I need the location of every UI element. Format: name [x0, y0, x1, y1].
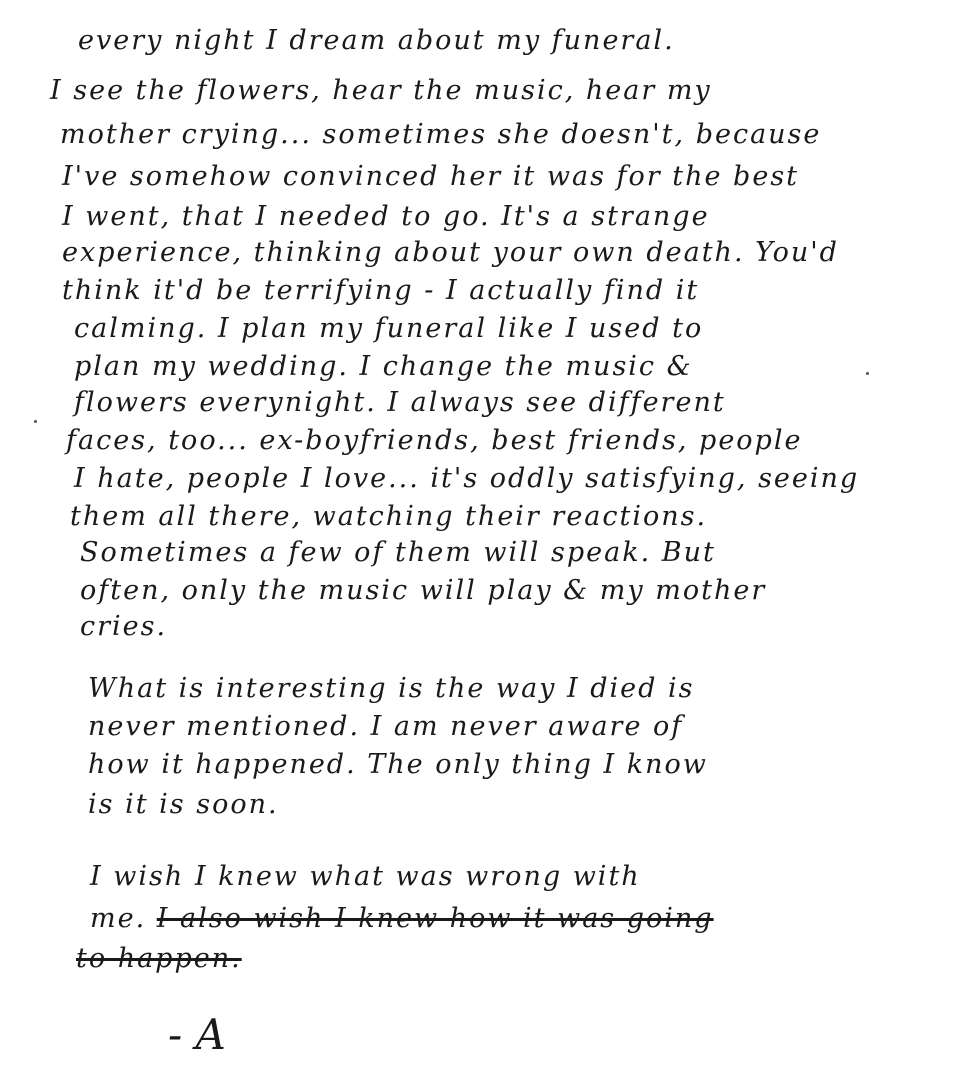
note-line: cries.	[80, 611, 168, 642]
note-line: I hate, people I love... it's oddly satisfying, seeing	[74, 463, 860, 494]
note-line: experience, thinking about your own death. You'd	[62, 237, 839, 268]
note-line: Sometimes a few of them will speak. But	[80, 537, 716, 568]
note-line: often, only the music will play & my mother	[80, 575, 767, 606]
note-line: every night I dream about my funeral.	[78, 25, 675, 56]
note-line: never mentioned. I am never aware of	[88, 711, 684, 742]
note-line: I see the flowers, hear the music, hear my	[50, 75, 712, 106]
crossed-out-text: to happen.	[76, 943, 242, 974]
note-line: think it'd be terrifying - I actually find it	[62, 275, 700, 306]
note-line	[76, 942, 242, 976]
ink-speck	[34, 420, 37, 423]
note-line: I wish I knew what was wrong with	[90, 861, 641, 892]
signature: - A	[168, 1010, 226, 1059]
note-line: What is interesting is the way I died is	[88, 673, 695, 704]
note-line: flowers everynight. I always see different	[74, 387, 726, 418]
note-line: I've somehow convinced her it was for the best	[62, 161, 800, 192]
crossed-out-text: I also wish I knew how it was going	[156, 903, 714, 934]
note-line	[90, 902, 714, 936]
note-line: calming. I plan my funeral like I used to	[74, 313, 704, 344]
note-line: how it happened. The only thing I know	[88, 749, 708, 780]
note-line: faces, too... ex-boyfriends, best friends, people	[66, 425, 803, 456]
note-line: mother crying... sometimes she doesn't, because	[60, 119, 822, 150]
note-line: plan my wedding. I change the music &	[74, 351, 693, 382]
note-line: them all there, watching their reactions.	[70, 501, 708, 532]
note-line: is it is soon.	[88, 789, 279, 820]
note-text: me.	[90, 903, 147, 934]
ink-speck	[866, 372, 869, 375]
note-line: I went, that I needed to go. It's a strange	[62, 201, 710, 232]
